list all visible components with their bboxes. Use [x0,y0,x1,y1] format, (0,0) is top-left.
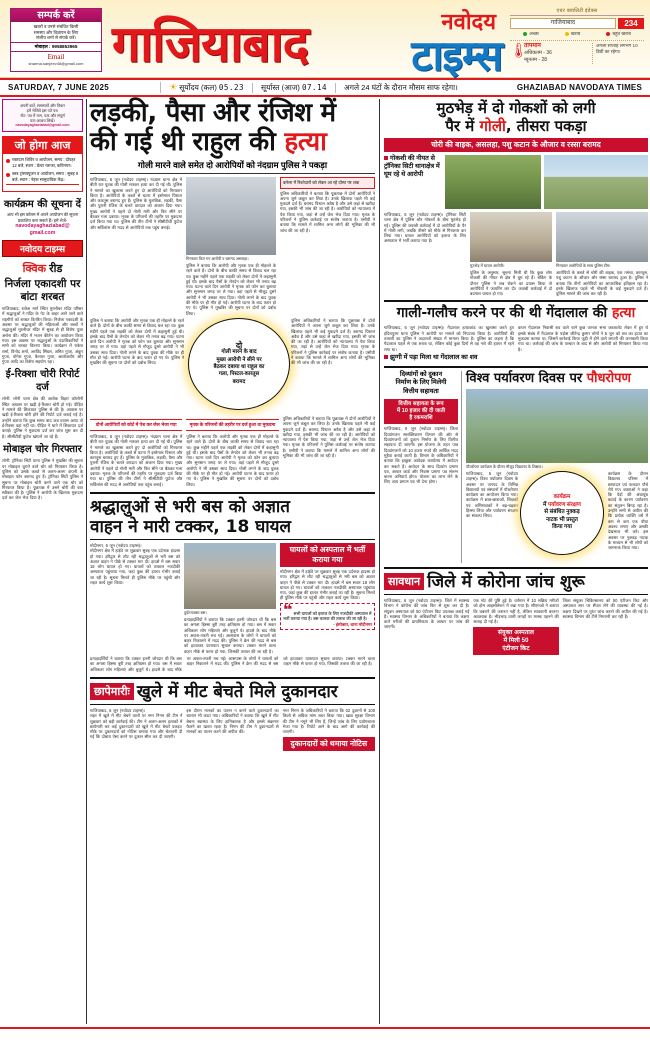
today-events-box [2,136,83,192]
aqi-value: 234 [618,18,644,29]
environment-body-row [466,471,648,563]
murder-subbox: झुग्गी में पड़ा मिला था गेंदालाल का शव [384,354,514,362]
logo-main-text: गाजियाबाद [112,15,309,73]
thermometer-icon: 🌡 [510,42,528,58]
corona-col-2: एक नोट की पुष्टि हुई है। वर्तमान में 10 सक्रिय मरीजों को होम आइसोलेशन में रखा गया है। सीएमओ ने बताया कि घबराने की जरूरत नहीं है, लेकिन सावधानी बरतना आवश्यक है। भीड़भाड़ वाली जगहों पर मास्क पहनने की सलाह दी गई है। संयुक्त अस्पताल में मिली 50 एंटीजन किट [473,598,558,655]
divyang-story [384,371,462,563]
callout-line-4: बैठकर दबाया था राहुल का [213,363,265,370]
murder-story [384,300,648,361]
aqi-city-name: गाजियाबाद [510,18,616,29]
contact-box [10,8,102,72]
environment-photo [466,389,648,463]
raid-headline: खुले में मीट बेचते मिले दुकानदार [136,681,338,702]
logo-kicker-text: नवोदय [441,10,496,35]
env-callout-line-2: में पर्यावरण संरक्षण [543,501,581,508]
lead-column-text: पुलिस ने बताया कि आरोपी और मृतक एक ही मोहल्ले के रहने वाले हैं। दोनों के बीच काफी समय से विवाद चल रहा था। कुछ महीने पहले एक लड़की को लेकर दोनों में कहासुनी हुई थी। इसके बाद पैसों के लेनदेन को लेकर भी तनाव बढ़ गया। घटना वाले दिन आरोपी ने मृतक को फोन कर बुलाया और सुनसान जगह पर ले गया। वहां पहले से मौजूद दूसरे आरोपी ने भी उसका साथ दिया। गोली लगने के बाद युवक की मौके पर ही मौत हो गई। आरोपी घटना के बाद फरार हो गए थे। पुलिस ने मुखबिर की सूचना पर दोनों को दबोच लिया। [186,263,276,316]
bus-headline-line-1: श्रद्धालुओं से भरी बस को अज्ञात [90,496,290,517]
lead-col-1 [90,177,182,316]
aqi-legend [510,31,644,37]
environment-headline: विश्व पर्यावरण दिवस पर पौधरोपण [466,370,631,386]
raid-dateline: गाजियाबाद, 6 जून (नवोदय टाइम्स)। [90,707,146,713]
env-callout-line-4: नाटक भी प्रस्तुत [546,516,578,523]
temp-min-row: न्यूनतम - 28 [524,57,547,63]
contact-line-1: खबरों व उनसे संबंधित किसी [33,24,79,29]
lead-headline-line-2: की गई थी राहुल की हत्या [90,127,327,157]
contact-line-3 [14,35,98,41]
lead-pullquote-2: मृतक के परिजनों की तहरीर पर दर्ज हुआ था मुकदमा [186,419,278,431]
sun-icon: ☀ [169,82,178,92]
contact-person-name: संजीव शर्मा [35,35,54,41]
raid-story [90,677,375,751]
environment-col-1: गाजियाबाद, 6 जून (नवोदय टाइम्स)। विश्व पर्यावरण दिवस के अवसर पर जनपद के विभिन्न विद्यालयों एवं संस्थानों में पौधरोपण कार्यक्रम का आयोजन किया गया। कार्यक्रम में छात्र-छात्राओं, शिक्षकों एवं अभिभावकों ने बढ़-चढ़कर हिस्सा लिया और पर्यावरण संरक्षण का संकल्प लिया। [466,470,518,519]
lead-photo-caption: गिरफ्तार किए गए आरोपी व बरामद असलहा। [186,256,249,261]
murder-headline: गाली-गलौच करने पर की थी गेंदालाल की हत्या [396,305,636,322]
bus-accident-story [90,492,375,672]
environment-headline-highlight: पौधरोपण [586,370,631,386]
sidebar-story-text: लोनी: लोनी थाना क्षेत्र की अशोक विहार कॉलोनी स्थित आवास पर खड़ी ई-रिक्शा चोरी हो गई। पीड़ित ने मामले की शिकायत पुलिस से की है। आवास पर खड़ी ई-रिक्शा चोरी होने की रिपोर्ट दर्ज कराई गई है। उन्होंने बताया कि कुछ समय बाद जब वापस आया तो ई-रिक्शा वहां नहीं था। पीड़ित ने थाने में शिकायत दर्ज कराई। पुलिस ने मुकदमा दर्ज कर जांच शुरू कर दी है। सीसीटीवी फुटेज खंगाले जा रहे हैं। [2,396,83,439]
sidebar-ad-box [2,99,83,132]
aqi-title: एयर क्वालिटी इंडेक्स [510,8,644,16]
lead-circular-callout [188,318,290,410]
lead-subheadline: गोली मारने वाले समेत दो आरोपियों को नंदग्राम पुलिस ने पकड़ा [90,160,375,174]
bus-col-1: मोदीनगर, 6 जून (नवोदय टाइम्स)। मोदीनगर क्षेत्र में हाईवे पर शुक्रवार सुबह एक दर्दनाक हादसा हो गया। हरिद्वार से लौट रही श्रद्धालुओं से भरी बस को अज्ञात वाहन ने पीछे से टक्कर मार दी। हादसे में बस सवार 18 लोग घायल हो गए। घायलों को तत्काल नजदीकी अस्पताल पहुंचाया गया, जहां कुछ की हालत गंभीर बताई जा रही है। सूचना मिलते ही पुलिस मौके पर पहुंची और राहत कार्य शुरू किया। [90,542,180,586]
bus-col-3: घायलों को अस्पताल में भर्ती कराया गया मोदीनगर क्षेत्र में हाईवे पर शुक्रवार सुबह एक दर्दनाक हादसा हो गया। हरिद्वार से लौट रही श्रद्धालुओं से भरी बस को अज्ञात वाहन ने पीछे से टक्कर मार दी। हादसे में बस सवार 18 लोग घायल हो गए। घायलों को तत्काल नजदीकी अस्पताल पहुंचाया गया, जहां कुछ की हालत गंभीर बताई जा रही है। सूचना मिलते ही पुलिस मौके पर पहुंची और राहत कार्य शुरू किया। ❝ सभी घायलों को इलाज के लिए नजदीकी अस्पताल में भर्ती कराया गया है। बस चालक की तलाश की जा रही है। - इंस्पेक्टर, थाना मोदीनगर [280,543,375,654]
corona-headline: जिले में कोरोना जांच शुरू [427,571,585,592]
contact-mobile-number: 9958853965 [51,43,78,49]
contact-mobile-label: मोबाइल : [34,43,51,49]
raid-col-2: इस दौरान मानकों का पालन न करने वाले दुकानदारों का चालान भी काटा गया। अधिकारियों ने बताया कि खुले में मीट बेचना स्वास्थ्य के लिए हानिकारक है और इससे संक्रमण फैलने का खतरा रहता है। निगम की टीम ने दुकानदारों से मानकों का पालन करने की अपील की। [186,707,279,735]
murder-headline-highlight: हत्या [612,305,636,322]
sidebar-ad-line-2: हमें भेजिये इस पते पर। [26,108,59,113]
sidebar-ad-line-1: अपनी बातें, समस्यायें और विचार [19,103,65,108]
callout-line-2: गोली मारने के बाद [221,349,257,356]
contact-email-address: sharma.sanjeev48@gmail.com [28,60,84,66]
env-callout-line-3: से संबंधित नुक्कड़ [544,509,580,516]
encounter-photo-4 [556,212,648,262]
lead-pull-col-2: मृतक के परिजनों की तहरीर पर दर्ज हुआ था मुकदमा पुलिस ने बताया कि आरोपी और मृतक एक ही मोहल्ले के रहने वाले हैं। दोनों के बीच काफी समय से विवाद चल रहा था। कुछ महीने पहले एक लड़की को लेकर दोनों में कहासुनी हुई थी। इसके बाद पैसों के लेनदेन को लेकर भी तनाव बढ़ गया। घटना वाले दिन आरोपी ने मृतक को फोन कर बुलाया और सुनसान जगह पर ले गया। वहां पहले से मौजूद दूसरे आरोपी ने भी उसका साथ दिया। गोली लगने के बाद युवक की मौके पर ही मौत हो गई। आरोपी घटना के बाद फरार हो गए थे। पुलिस ने मुखबिर की सूचना पर दोनों को दबोच लिया। [186,416,278,487]
corona-col-1: गाजियाबाद, 6 जून (नवोदय टाइम्स)। जिले में स्वास्थ्य विभाग ने कोरोना की जांच फिर से शुरू कर दी है। संयुक्त अस्पताल को 50 एंटीजन किट उपलब्ध कराई गई हैं। स्वास्थ्य विभाग के अधिकारियों ने बताया कि लक्षण वाले मरीजों की प्राथमिकता के आधार पर जांच की जाएगी। [384,597,470,630]
logo-times-text: टाइम्स [411,31,502,80]
raid-headline-row [90,682,375,705]
sidebar-story-text: गाजियाबाद: राकेश मार्ग स्थित मुरलीधर मंदिर परिसर में श्रद्धालुओं ने मंदिर के गेट के बाहर आने जाने वाले राहगीरों को शरबत वितरित किया। निर्जला एकादशी के अवसर पर श्रद्धालुओं की महिलाओं और बच्चों ने श्रद्धालुओं मुरलीधर मंदिर में सुबह से ही विशेष पूजा अर्चना की। मंदिर में भजन कीर्तन का आयोजन किया गया। इस अवसर पर श्रद्धालुओं के पदाधिकारियों ने सभी को शरबत वितरण किया। कार्यक्रम में राकेश शर्मा, विनोद शर्मा, अरविंद सिंघल, अमित गुप्ता, अंकुर गुप्ता, योगेश गुप्ता, कैलाश गुप्ता, आलोकवीर और गुप्ता आदि का विशेष सहयोग रहा। [2,306,83,365]
bus-accident-photo [184,543,276,609]
encounter-photo-1 [445,155,541,209]
encounter-headline-highlight: गोली [479,117,506,135]
lead-headline-line-1: लड़की, पैसा और रंजिश में [90,98,336,128]
raid-story-row [90,708,375,751]
lead-pull-row [90,416,375,487]
raid-notice-box: दुकानदारों को थमाया नोटिस [283,737,375,751]
murder-body-row [384,325,648,361]
divyang-headline: दिव्यांगों को दुकान निर्माण के लिए मिलेगी वित्तीय सहायता [395,370,447,395]
date-bar [0,78,650,97]
event-invite-body: आप भी इस कॉलम में अपने आयोजन की सूचना प्रकाशित करा सकते हैं। हमें भेजें- [6,212,79,223]
encounter-photo-3 [470,212,552,262]
sunset-label: सूर्यास्त (आज) [261,82,300,92]
masthead-brand-footer: GHAZIABAD NAVODAYA TIMES [516,83,642,92]
corona-story [384,567,648,655]
encounter-redbar: चोरी की बाइक, असलहा, पशु कटान के औजार व रस्सा बरामद [384,138,648,152]
encounter-kicker: गोकशी की नीयत से ट्रॉनिका सिटी थानाक्षेत्र में घूम रहे थे आरोपी [384,155,440,178]
contact-email-label: Email [47,52,65,61]
bus-quote-text: सभी घायलों को इलाज के लिए नजदीकी अस्पताल में भर्ती कराया गया है। बस चालक की तलाश की जा रही है। [283,610,372,622]
raid-col-3: नगर निगम के अधिकारियों ने बताया कि 02 दुकानों से 100 किलो से अधिक मांस जब्त किया गया। खाद्य सुरक्षा विभाग की टीम ने नमूने भी लिए हैं, जिन्हें जांच के लिए प्रयोगशाला भेजा गया है। रिपोर्ट आने के बाद आगे की कार्रवाई की जाएगी। दुकानदारों को थमाया नोटिस [283,708,375,751]
raid-col-1: गाजियाबाद, 6 जून (नवोदय टाइम्स)। शहर में खुले में मीट बेचने वालों पर नगर निगम की टीम ने शुक्रवार को बड़ी कार्रवाई की। टीम ने अलग-अलग इलाकों में छापेमारी कर कई दुकानदारों को खुले में मीट बेचते पकड़ा। मौके पर दुकानदारों को नोटिस थमाया गया और चेतावनी दी गई कि दोबारा ऐसा करने पर दुकान सील कर दी जाएगी। [90,707,183,740]
encounter-col-1: गाजियाबाद, 6 जून (नवोदय टाइम्स)। ट्रॉनिका सिटी थाना क्षेत्र में पुलिस और गोकशों के बीच मुठभेड़ हो गई। पुलिस की जवाबी कार्रवाई में दो आरोपियों के पैर में गोली लगी, जबकि तीसरे को मौके से गिरफ्तार कर लिया गया। घायल आरोपियों को इलाज के लिए अस्पताल में भर्ती कराया गया है। [384,212,466,244]
lead-callout-left-text: पुलिस ने बताया कि आरोपी और मृतक एक ही मोहल्ले के रहने वाले हैं। दोनों के बीच काफी समय से विवाद चल रहा था। कुछ महीने पहले एक लड़की को लेकर दोनों में कहासुनी हुई थी। इसके बाद पैसों के लेनदेन को लेकर भी तनाव बढ़ गया। घटना वाले दिन आरोपी ने मृतक को फोन कर बुलाया और सुनसान जगह पर ले गया। वहां पहले से मौजूद दूसरे आरोपी ने भी उसका साथ दिया। गोली लगने के बाद युवक की मौके पर ही मौत हो गई। आरोपी घटना के बाद फरार हो गए थे। पुलिस ने मुखबिर की सूचना पर दोनों को दबोच लिया। [90,317,184,366]
encounter-kicker-col [384,155,442,209]
encounter-photo-2 [544,155,648,209]
bus-story-row [90,543,375,654]
temperature-title: तापमान [524,43,541,49]
contact-line-3-rest: से संपर्क करें। [54,35,77,41]
encounter-col-3: गिरफ्तार आरोपियों के साथ पुलिस टीम। आरोपियों के कब्जे से चोरी की बाइक, एक तमंचा, कारतूस, पशु कटान के औजार और रस्सा बरामद हुआ है। पुलिस ने बताया कि तीनों आरोपियों का आपराधिक इतिहास रहा है। इनके खिलाफ पहले भी गोकशी के कई मुकदमे दर्ज हैं। पुलिस मामले की जांच कर रही है। [556,212,648,296]
callout-line-1: दो [235,340,243,350]
murder-col-2: कथन गेंदालाल निवासी शव वाले थाने कुछ जानता सभा कब्जालेट लेकर में हुए थे इसके संबंध में गेंदालाल के पड़ोस जीतेन्द्र कुमार लोगों ने 5 जून को शव का हटाव का मुकदमा कराया था, जिसमें कार्रवाई किया जुड़ी में होने वाले लगाती की जानकारी किया गया था। कार्रवाई की जांच के पश्चात के बाद से और आरोपी को गिरफ्तार किया गया है। [518,325,648,352]
callout-line-5: गला, पिस्टल-कारतूस [218,371,260,378]
aqi-legend-very-poor: बहुत खराब [606,31,630,37]
bus-dateline: मोदीनगर, 6 जून (नवोदय टाइम्स)। [90,542,142,548]
contact-box-body [11,22,101,41]
right-column [384,99,648,1024]
sunrise-time: 05.23 [218,83,244,92]
aqi-city-row [510,18,644,29]
aqi-legend-good: अच्छा [523,31,539,37]
lead-headline-highlight: हत्या [284,127,327,157]
forecast-text: अगले 24 घंटों के दौरान मौसम साफ रहेगा। [335,83,466,93]
weather-note: अगला सप्ताह लगभग 10 डिग्री का रहेगा। [592,43,644,64]
page-body [0,99,650,1024]
left-sidebar [2,99,87,1024]
event-invite-title: कार्यक्रम की सूचना दें [3,199,81,211]
encounter-col-2: मुठभेड़ में घायल आरोपी। पुलिस के अनुसार, सूचना मिली थी कि कुछ लोग गोकशी की नीयत से क्षेत्र में घूम रहे हैं। चेकिंग के दौरान पुलिस ने जब रोकने का प्रयास किया तो आरोपियों ने फायरिंग कर दी। जवाबी कार्रवाई में दो बदमाश घायल हो गए। [470,212,552,296]
sunrise-cell [160,82,252,93]
corona-headline-row [384,572,648,595]
environment-col-3: कार्यक्रम के दौरान विद्यालय परिसर में छायादार एवं फलदार पौधे रोपे गए। वक्ताओं ने कहा कि पेड़ों की अंधाधुंध कटाई के कारण पर्यावरण का संतुलन बिगड़ रहा है। उन्होंने सभी से अपील की कि प्रत्येक व्यक्ति वर्ष में कम से कम एक पौधा अवश्य लगाए और उसकी देखभाल भी करे। इस अवसर पर नुक्कड़ नाटक के माध्यम से भी लोगों को जागरूक किया गया। [608,470,648,551]
encounter-photo-caption-2: गिरफ्तार आरोपियों के साथ पुलिस टीम। [556,263,611,268]
quick-read-label-1: क्विक [22,263,47,276]
corona-body-row [384,598,648,655]
environment-circular-callout [520,471,604,555]
encounter-top-row [384,155,648,209]
sidebar-ad-line-4: पता अवश्य लिखें। [30,118,55,123]
contact-line-2: समस्या और विज्ञापन के लिए [33,29,79,35]
bus-redbox: घायलों को अस्पताल में भर्ती कराया गया [280,543,375,567]
temperature-values [524,43,592,64]
lead-pullquote-1: दोनों आरोपियों को कोर्ट में पेश कर जेल भेजा गया [90,419,182,431]
lead-callout-right-text: पुलिस अधिकारियों ने बताया कि पूछताछ में दोनों आरोपियों ने अपना जुर्म कबूल कर लिया है। उनके खिलाफ पहले भी कई मुकदमे दर्ज हैं। बरामद पिस्टल अवैध है और उसे कहां से खरीदा गया, इसकी भी जांच की जा रही है। आरोपियों को न्यायालय में पेश किया गया, जहां से उन्हें जेल भेज दिया गया। मृतक के परिजनों ने पुलिस कार्रवाई पर संतोष जताया है। एसीपी ने बताया कि मामले में शामिल अन्य लोगों की भूमिका की भी जांच की जा रही है। [291,317,375,366]
quick-read-header [2,261,83,276]
today-event-item: रक्तदान शिविर व आयोजन, समय : दोपहर 12 बजे, स्थान : डेल्टा प्लाजा, कविनगर। [6,157,79,168]
square-bullet-icon [384,355,388,359]
lead-column-text: गाजियाबाद, 6 जून (नवोदय टाइम्स)। नंदग्राम थाना क्षेत्र में बीती रात युवक की गोली मारकर हत्या कर दी गई थी। पुलिस ने मामले का खुलासा करते हुए दो आरोपियों को गिरफ्तार किया है। आरोपियों के कब्जे से घटना में इस्तेमाल पिस्टल और कारतूस बरामद हुए हैं। पुलिस के मुताबिक, लड़की, पैसा और पुरानी रंजिश के चलते वारदात को अंजाम दिया गया। मुख्य आरोपी ने पहले दो गोली मारी और फिर सीने पर बैठकर गला दबाया। मृतक के परिजनों की तहरीर पर मुकदमा दर्ज किया गया था। पुलिस की तीन टीमों ने सीसीटीवी फुटेज और सर्विलांस की मदद से आरोपियों तक पहुंच बनाई। [90,177,182,230]
divyang-environment-row [384,366,648,563]
encounter-photo-caption-1: मुठभेड़ में घायल आरोपी। [470,263,505,268]
env-callout-line-5: किया गया [552,524,572,531]
bus-quote-box [280,603,375,630]
bus-continued-text: प्रत्यक्षदर्शियों ने बताया कि टक्कर इतनी जोरदार थी कि बस का अगला हिस्सा बुरी तरह क्षतिग्रस्त हो गया। बस में सवार अधिकतर लोग महिलाएं और बुजुर्ग थे। हादसे के बाद मौके पर अफरा-तफरी मच गई। आसपास के लोगों ने घायलों को बाहर निकालने में मदद की। पुलिस ने क्रेन की मदद से बस को हटवाकर यातायात सुचारु कराया। टक्कर मारने वाला वाहन मौके से फरार हो गया, जिसकी तलाश की जा रही है। [90,656,375,672]
env-callout-line-1: कार्यक्रम [553,494,571,501]
encounter-photo-2-wrap [544,155,648,209]
environment-photo-caption: पौधरोपण कार्यक्रम के दौरान मौजूद विद्यालय के शिक्षक। [466,463,543,469]
sunset-time: 07.14 [301,82,328,92]
lead-pull-col-3: पुलिस अधिकारियों ने बताया कि पूछताछ में दोनों आरोपियों ने अपना जुर्म कबूल कर लिया है। उनके खिलाफ पहले भी कई मुकदमे दर्ज हैं। बरामद पिस्टल अवैध है और उसे कहां से खरीदा गया, इसकी भी जांच की जा रही है। आरोपियों को न्यायालय में पेश किया गया, जहां से उन्हें जेल भेज दिया गया। मृतक के परिजनों ने पुलिस कार्रवाई पर संतोष जताया है। एसीपी ने बताया कि मामले में शामिल अन्य लोगों की भूमिका की भी जांच की जा रही है। [282,415,375,459]
lead-callout-row [90,318,375,414]
lead-col-3 [280,177,375,316]
masthead [0,0,650,78]
aqi-legend-poor: खराब [565,31,580,37]
sidebar-story-text: लोनी: ट्रॉनिका सिटी थाना पुलिस ने मुखबिर की सूचना पर मोबाइल चुराने वाले चोर को गिरफ्तार किया है। पुलिस को उसके कब्जे से अलग-अलग कंपनी के मोबाइल फोन बरामद हुए हैं। ट्रॉनिका सिटी पुलिस ने सूचना पर मोबाइल चोरी करने वाले एक चोर को गिरफ्तार किया है। पूछताछ में उसने चोरी की बात स्वीकार की है। पुलिस ने आरोपी के खिलाफ मुकदमा दर्ज कर जेल भेज दिया है। [2,458,83,501]
sidebar-ad-line-3: नोट: पत्र में नाम, पता और संपूर्ण [20,113,65,118]
lead-story-photo [186,177,276,255]
square-bullet-icon [384,156,388,160]
page-footer-rule [0,1027,650,1043]
environment-story [466,371,648,563]
murder-col-1: गाजियाबाद, 6 जून (नवोदय टाइम्स)। गेंदालाल हत्याकांड का खुलासा करते हुए इंदिरापुरम थाना पुलिस ने आरोपी पर मामले को निपटाया किया है। आरोपियों की तलाशी का पुलिस ने अदालतों संख्या में मामला किया है। पुलिस का कहना है कि गेंदालाल पहले से एक शराब था, लेकिन कोई कुछ दिनों से वह नशे की हालत में रहने लगा था। झुग्गी में पड़ा मिला था गेंदालाल का शव [384,325,514,361]
lead-pull-col-1: दोनों आरोपियों को कोर्ट में पेश कर जेल भेजा गया गाजियाबाद, 6 जून (नवोदय टाइम्स)। नंदग्राम थाना क्षेत्र में बीती रात युवक की गोली मारकर हत्या कर दी गई थी। पुलिस ने मामले का खुलासा करते हुए दो आरोपियों को गिरफ्तार किया है। आरोपियों के कब्जे से घटना में इस्तेमाल पिस्टल और कारतूस बरामद हुए हैं। पुलिस के मुताबिक, लड़की, पैसा और पुरानी रंजिश के चलते वारदात को अंजाम दिया गया। मुख्य आरोपी ने पहले दो गोली मारी और फिर सीने पर बैठकर गला दबाया। मृतक के परिजनों की तहरीर पर मुकदमा दर्ज किया गया था। पुलिस की तीन टीमों ने सीसीटीवी फुटेज और सर्विलांस की मदद से आरोपियों तक पहुंच बनाई। [90,416,182,487]
bus-headline-line-2: वाहन ने मारी टक्कर, 18 घायल [90,517,375,540]
sidebar-story-headline: मोबाइल चोर गिरफ्तार [3,443,82,455]
contact-mobile-row [11,42,101,52]
sunset-cell [252,83,335,93]
raid-tag: छापेमारीः [90,683,134,700]
encounter-photo-1-wrap [445,155,541,209]
temp-max-row: अधिकतम - 36 [524,50,552,56]
air-quality-widget [510,8,644,72]
callout-line-6: बरामद [232,378,246,385]
sidebar-story-headline: ई-रिक्शा चोरी रिपोर्ट दर्ज [5,369,80,393]
lead-story [90,99,375,487]
lead-photo-col [186,177,276,316]
sunrise-label: सूर्योदय (कल) [179,83,217,92]
temperature-panel [510,40,644,64]
bus-photo-col: दुर्घटनाग्रस्त बस। प्रत्यक्षदर्शियों ने बताया कि टक्कर इतनी जोरदार थी कि बस का अगला हिस्सा बुरी तरह क्षतिग्रस्त हो गया। बस में सवार अधिकतर लोग महिलाएं और बुजुर्ग थे। हादसे के बाद मौके पर अफरा-तफरी मच गई। आसपास के लोगों ने घायलों को बाहर निकालने में मदद की। पुलिस ने क्रेन की मदद से बस को हटवाकर यातायात सुचारु कराया। टक्कर मारने वाला वाहन मौके से फरार हो गया, जिसकी तलाश की जा रही है। [184,543,276,654]
encounter-headline-line-1: मुठभेड़ में दो गोकशों को लगी [436,99,596,117]
corona-tag: सावधान [384,573,424,590]
bus-photo-caption: दुर्घटनाग्रस्त बस। [184,609,207,615]
lead-column-text: पुलिस अधिकारियों ने बताया कि पूछताछ में दोनों आरोपियों ने अपना जुर्म कबूल कर लिया है। उनके खिलाफ पहले भी कई मुकदमे दर्ज हैं। बरामद पिस्टल अवैध है और उसे कहां से खरीदा गया, इसकी भी जांच की जा रही है। आरोपियों को न्यायालय में पेश किया गया, जहां से उन्हें जेल भेज दिया गया। मृतक के परिजनों ने पुलिस कार्रवाई पर संतोष जताया है। एसीपी ने बताया कि मामले में शामिल अन्य लोगों की भूमिका की भी जांच की जा रही है। [280,190,376,233]
lead-side-note-head: करेला में रिश्तेदारों को लेकर आ रहे दोस्त पर शक [280,177,375,189]
today-event-item: ब्लड ट्रांसफ्यूजन व आयोजन, समय : सुबह 9 बजे, स्थान : नेहरू सामुदायिक केंद्र। [6,171,79,185]
quote-icon: ❝ [283,601,293,619]
corona-redbox: संयुक्त अस्पताल में मिली 50 एंटीजन किट [473,627,558,655]
today-events-body [3,154,82,191]
sidebar-ad-mail: navodayaghaziabad@gmail.com [15,123,70,127]
encounter-headline-line-2: पैर में गोली, तीसरा पकड़ा [445,117,587,135]
corona-col-3: जिला संयुक्त चिकित्सालय को 50 एंटीजन किट और अस्पताल स्तर पर सैंपल लेने की व्यवस्था की गई है। लक्षण दिखने पर तुरंत जांच कराने की अपील की गई है। स्वास्थ्य विभाग की टीमें निगरानी कर रही हैं। [562,597,648,619]
divyang-redbox: वित्तीय सहायता के रूप में 10 हजार की दी जाती है रकमराशि [384,399,458,424]
today-events-title: जो होगा आज [3,137,82,154]
event-invite-mail-1[interactable]: navodayaghaziabad@ [15,223,70,230]
encounter-story [384,99,648,296]
quick-read-label-2: रीड [49,263,63,276]
contact-box-title: सम्पर्क करें [11,9,101,22]
event-invite-mail-2[interactable]: gmail.com [29,230,56,237]
newspaper-logo [112,2,502,80]
encounter-body-row [384,212,648,296]
publication-date: SATURDAY, 7 JUNE 2025 [8,83,110,92]
divyang-text: गाजियाबाद, 6 जून (नवोदय टाइम्स)। जिला दिव्यांगजन सशक्तिकरण विभाग की ओर से दिव्यांगजनों को दुकान निर्माण के लिए वित्तीय सहायता दी जाएगी। इस योजना के तहत पात्र दिव्यांगजनों को 10 हजार रुपये की आर्थिक मदद मुहैया कराई जाती है। विभाग के अधिकारियों ने बताया कि इच्छुक आवेदक कार्यालय में आवेदन कर सकते हैं। आवेदन के साथ दिव्यांग प्रमाण पत्र, आधार कार्ड और निवास प्रमाण पत्र संलग्न करना अनिवार्य होगा। योजना का लाभ लेने के लिए आय प्रमाण पत्र भी देना होगा। [384,426,458,485]
lead-top-row [90,177,375,316]
callout-line-3: मुख्य आरोपी ने सीने पर [216,356,262,363]
bus-quote-attribution: - इंस्पेक्टर, थाना मोदीनगर [333,621,372,627]
main-column [90,99,380,1024]
navodaya-times-stamp: नवोदय टाइम्स [2,240,83,257]
sidebar-story-headline: निर्जला एकादशी पर बांटा शरबत [4,278,81,304]
